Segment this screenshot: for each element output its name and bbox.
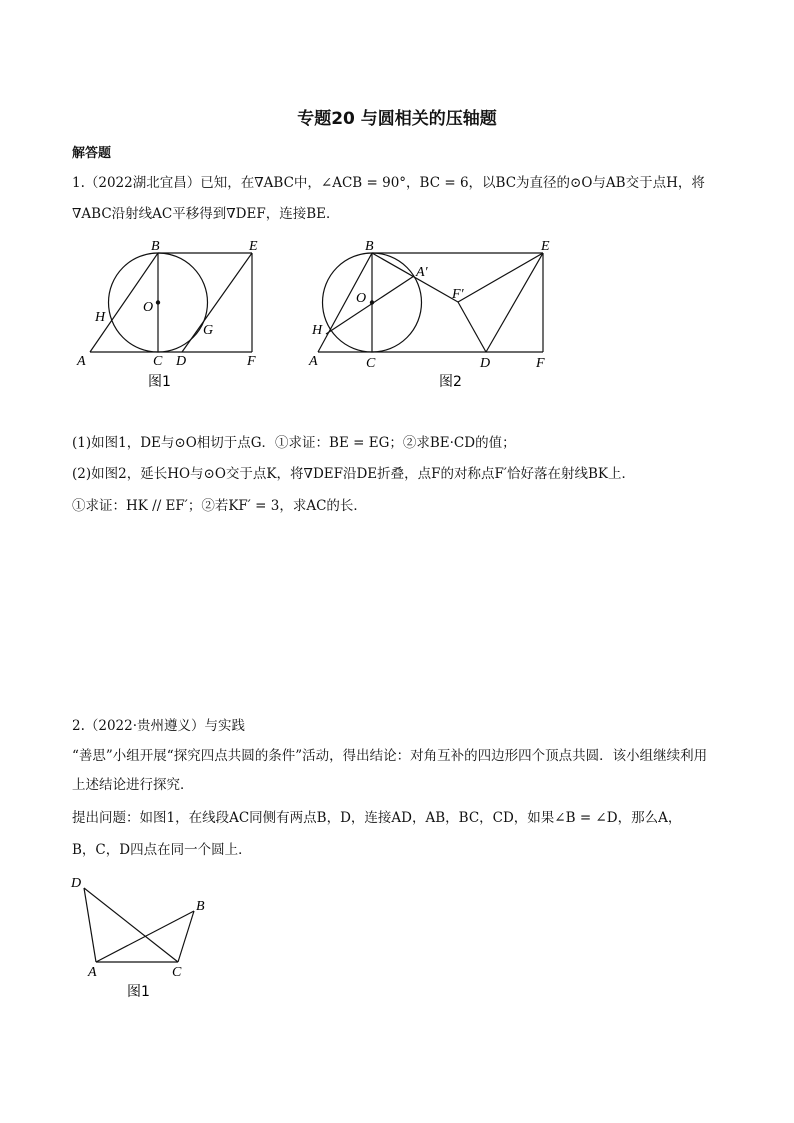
q1-part1: (1)如图1，DE与⊙O相切于点G．①求证：BE = EG；②求BE·CD的值；	[72, 435, 516, 451]
fig2-center-dot	[370, 300, 374, 304]
q1-figure-1	[70, 232, 290, 392]
q1-line2: ∇ABC沿射线AC平移得到∇DEF，连接BE．	[72, 206, 340, 222]
fig2-label-f1: F′	[452, 287, 464, 302]
q2-line4: 提出问题：如图1，在线段AC同侧有两点B，D，连接AD，AB，BC，CD，如果∠B = ∠D，那么A，	[72, 810, 682, 826]
fig1-label-a: A	[77, 354, 86, 369]
q2-segment-ab	[96, 911, 194, 962]
fig1-label-f: F	[247, 354, 256, 369]
fig2-segment-hk	[326, 276, 414, 334]
fig1-label-g: G	[203, 323, 214, 338]
q2-label-a: A	[88, 965, 97, 980]
fig1-label-o: O	[143, 300, 154, 315]
fig2-segment-f1e	[458, 253, 543, 302]
q2-label-b: B	[196, 899, 205, 914]
fig2-label-b: B	[365, 239, 374, 254]
q1-line1: 1.（2022湖北宜昌）已知，在∇ABC中，∠ACB = 90°，BC = 6，以BC为直径的⊙O与AB交于点H，将	[72, 175, 705, 191]
fig1-label-d: D	[176, 354, 187, 369]
q2-label-d: D	[71, 876, 82, 891]
fig2-label-c: C	[366, 356, 376, 371]
q2-line5: B，C，D四点在同一个圆上．	[72, 842, 252, 858]
q2-caption: 图1	[127, 984, 150, 1000]
q2-segment-cd	[84, 888, 178, 962]
fig1-label-c: C	[153, 354, 163, 369]
q1-figure-2	[300, 232, 565, 392]
page-title: 专题20 与圆相关的压轴题	[297, 109, 497, 129]
fig2-label-a: A	[309, 354, 318, 369]
q2-line1: 2.（2022·贵州遵义）与实践	[72, 718, 246, 734]
fig2-label-e: E	[541, 239, 550, 254]
fig2-label-d: D	[480, 356, 491, 371]
fig2-label-o: O	[356, 291, 367, 306]
q1-part2: (2)如图2，延长HO与⊙O交于点K，将∇DEF沿DE折叠，点F的对称点F′恰好落在射线BK上．	[72, 466, 635, 482]
q1-part3: ①求证：HK // EF′；②若KF′ = 3，求AC的长．	[72, 498, 367, 514]
fig1-segment-de	[182, 253, 252, 352]
q2-line2: “善思”小组开展“探究四点共圆的条件”活动，得出结论：对角互补的四边形四个顶点共圆．该小组继续利用	[72, 748, 708, 764]
fig1-caption: 图1	[148, 374, 171, 390]
fig2-label-f: F	[536, 356, 545, 371]
section-label: 解答题	[72, 146, 112, 161]
q2-label-c: C	[172, 965, 182, 980]
fig2-caption: 图2	[439, 374, 462, 390]
q2-figure-1	[65, 868, 225, 1003]
fig2-segment-de	[486, 253, 543, 352]
fig2-segment-f1d	[458, 302, 486, 352]
fig2-label-a1: A′	[416, 265, 428, 280]
q2-line3: 上述结论进行探究．	[72, 777, 194, 793]
fig2-label-h: H	[312, 323, 323, 338]
fig1-center-dot	[156, 300, 160, 304]
fig1-label-b: B	[151, 239, 160, 254]
q2-segment-ad	[84, 888, 96, 962]
fig1-label-e: E	[249, 239, 258, 254]
fig1-label-h: H	[95, 310, 106, 325]
